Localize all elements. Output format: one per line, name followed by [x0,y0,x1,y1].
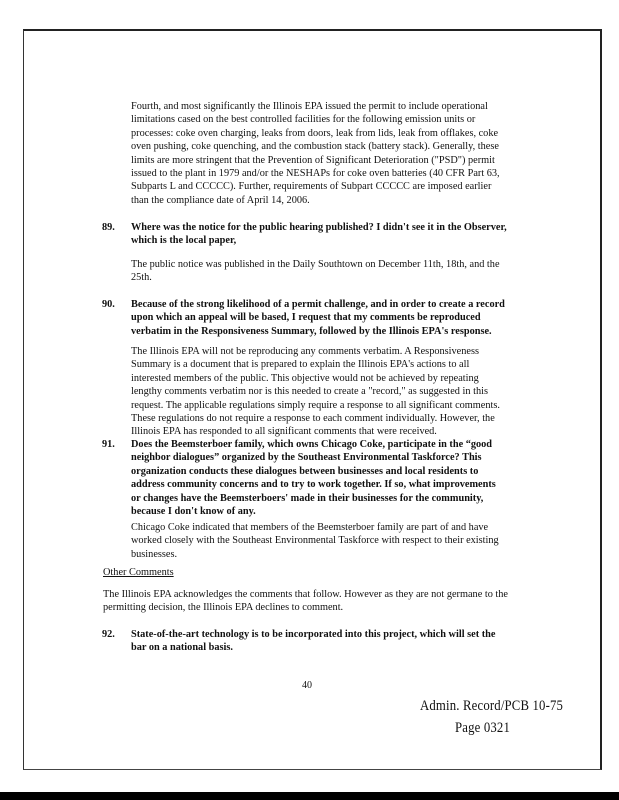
text-line: Because of the strong likelihood of a permit challenge, and in order to create a record [131,299,505,310]
text-line: oven pushing, coke quenching, and the combustion stack (battery stack). Generally, these [131,141,499,153]
text-line: upon which an appeal will be based, I request that my comments be reproduced [131,312,481,324]
text-line: Does the Beemsterboer family, which owns Chicago Coke, participate in the “good [131,439,493,450]
text-line: because I don't know of any. [131,506,256,518]
text-line: State-of-the-art technology is to be incorporated into this project, which will set the [131,629,496,640]
response-90 [131,345,571,439]
text-line: Fourth, and most significantly the Illinois EPA issued the permit to include operational [131,101,488,112]
question-89 [131,221,571,248]
text-line: 25th. [131,272,152,284]
text-line: These regulations do not require a response to each comment individually. However, the [131,413,495,425]
text-line: bar on a national basis. [131,642,233,654]
text-line: The Illinois EPA acknowledges the comments that follow. However as they are not germane to the [103,589,509,600]
question-91 [131,438,571,518]
text-line: issued to the plant in 1979 and/or the NESHAPs for coke oven batteries (40 CFR Part 63, [131,168,500,180]
text-line: limitations cased on the best controlled facilities for the following emission units or [131,114,476,126]
text-line: neighbor dialogues” organized by the Southeast Environmental Taskforce? This [131,452,482,464]
text-line: organization conducts these dialogues between businesses and local residents to [131,465,479,477]
item-number-89: 89. [102,222,115,233]
text-line: permitting decision, the Illinois EPA declines to comment. [103,602,344,614]
section-heading-other-comments: Other Comments [103,567,174,578]
text-line: The public notice was published in the Daily Southtown on December 11th, 18th, and the [131,259,500,270]
text-line: address community concerns and to try to work together. If so, what improvements [131,479,496,491]
text-line: or changes have the Beemsterboers' made in their businesses for the community, [131,492,484,504]
text-line: Subparts L and CCCCC). Further, requirements of Subpart CCCCC are imposed earlier [131,181,492,193]
text-line: Summary is a document that is prepared to explain the Illinois EPA's actions to all [131,359,470,371]
text-line: Where was the notice for the public hearing published? I didn't see it in the Observer, [131,222,507,233]
other-comments-text [103,588,543,615]
text-line: Illinois EPA has responded to all significant comments that were received. [131,426,437,438]
text-line: The Illinois EPA will not be reproducing any comments verbatim. A Responsiveness [131,346,479,357]
item-number-91: 91. [102,439,115,450]
text-line: lengthy comments verbatim nor is this needed to create a "record," as suggested in this [131,386,488,398]
text-line: interested members of the public. This objective would not be achieved by repeating [131,372,479,384]
scan-edge-bar [0,792,619,800]
item-number-90: 90. [102,299,115,310]
response-91 [131,521,571,561]
item-number-92: 92. [102,629,115,640]
text-line: Chicago Coke indicated that members of the Beemsterboer family are part of and have [131,522,489,533]
admin-record-stamp: Admin. Record/PCB 10-75 [420,698,564,714]
page-stamp: Page 0321 [455,720,511,736]
response-89 [131,258,571,285]
text-line: request. The applicable regulations simply require a response to all significant comments. [131,399,500,411]
text-line: which is the local paper, [131,235,237,247]
text-line: processes: coke oven charging, leaks from doors, leak from lids, leak from offlakes, coke [131,127,499,139]
text-line: businesses. [131,548,178,560]
question-90 [131,298,571,338]
page-number: 40 [302,680,312,691]
text-line: than the compliance date of April 14, 2006. [131,194,310,206]
text-line: verbatim in the Responsiveness Summary, followed by the Illinois EPA's response. [131,325,492,337]
text-line: limits are more stringent that the Prevention of Significant Deterioration ("PSD") permit [131,154,495,166]
intro-paragraph [131,100,571,207]
text-line: worked closely with the Southeast Environmental Taskforce with respect to their existing [131,535,499,547]
question-92 [131,628,571,655]
